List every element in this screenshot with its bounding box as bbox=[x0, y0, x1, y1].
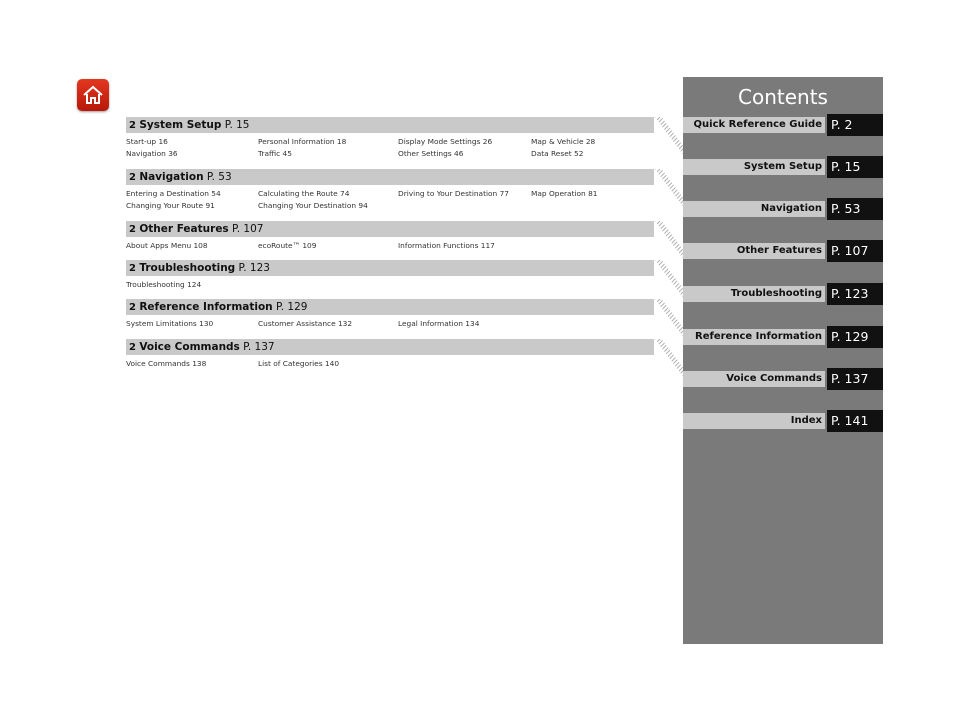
section-page: P. 15 bbox=[224, 119, 250, 131]
toc-link[interactable]: Traffic 45 bbox=[258, 149, 292, 158]
toc-link[interactable]: Voice Commands 138 bbox=[126, 359, 207, 368]
toc-link[interactable]: Navigation 36 bbox=[126, 149, 178, 158]
arrow-icon: 2 bbox=[129, 342, 136, 353]
section-title: Navigation bbox=[139, 171, 204, 183]
tab-page: P. 107 bbox=[827, 240, 883, 262]
section-reference-information bbox=[126, 299, 686, 330]
toc-link bbox=[531, 240, 631, 252]
arrow-icon: 2 bbox=[129, 263, 136, 274]
tab-other-features[interactable] bbox=[683, 240, 883, 262]
toc-link[interactable]: Personal Information 18 bbox=[258, 137, 347, 146]
toc-link bbox=[531, 279, 631, 291]
section-system-setup bbox=[126, 117, 686, 160]
link-row bbox=[126, 200, 686, 212]
section-page: P. 107 bbox=[232, 223, 264, 235]
toc-link[interactable]: Changing Your Destination 94 bbox=[258, 201, 368, 210]
section-links bbox=[126, 358, 686, 370]
toc-link[interactable]: Start-up 16 bbox=[126, 137, 168, 146]
tab-label: Troubleshooting bbox=[683, 286, 825, 302]
contents-panel bbox=[683, 77, 883, 644]
arrow-icon: 2 bbox=[129, 224, 136, 235]
toc-link[interactable]: Legal Information 134 bbox=[398, 319, 480, 328]
section-links bbox=[126, 318, 686, 330]
tab-page: P. 129 bbox=[827, 326, 883, 348]
tab-page: P. 137 bbox=[827, 368, 883, 390]
section-links bbox=[126, 136, 686, 160]
toc-link[interactable]: Troubleshooting 124 bbox=[126, 280, 202, 289]
tab-reference-information[interactable] bbox=[683, 326, 883, 348]
link-row bbox=[126, 279, 686, 291]
toc-link[interactable]: Other Settings 46 bbox=[398, 149, 464, 158]
section-links bbox=[126, 188, 686, 212]
toc-link bbox=[398, 279, 531, 291]
link-row bbox=[126, 318, 686, 330]
section-page: P. 123 bbox=[238, 262, 270, 274]
tab-page: P. 53 bbox=[827, 198, 883, 220]
toc-link[interactable]: Driving to Your Destination 77 bbox=[398, 189, 509, 198]
toc-link[interactable]: Customer Assistance 132 bbox=[258, 319, 353, 328]
toc-link[interactable]: Map Operation 81 bbox=[531, 189, 598, 198]
home-button[interactable] bbox=[77, 79, 109, 111]
tab-page: P. 2 bbox=[827, 114, 883, 136]
arrow-icon: 2 bbox=[129, 302, 136, 313]
section-page: P. 53 bbox=[206, 171, 232, 183]
section-title: Reference Information bbox=[139, 301, 273, 313]
section-navigation bbox=[126, 169, 686, 212]
panel-title: Contents bbox=[738, 85, 828, 109]
tab-voice-commands[interactable] bbox=[683, 368, 883, 390]
tab-label: Reference Information bbox=[683, 329, 825, 345]
section-links bbox=[126, 240, 686, 252]
link-row bbox=[126, 148, 686, 160]
arrow-icon: 2 bbox=[129, 120, 136, 131]
toc-link[interactable]: Entering a Destination 54 bbox=[126, 189, 221, 198]
section-header[interactable] bbox=[126, 339, 654, 355]
toc-link bbox=[531, 200, 631, 212]
toc-link[interactable]: System Limitations 130 bbox=[126, 319, 214, 328]
tab-quick-reference-guide[interactable] bbox=[683, 114, 883, 136]
tab-system-setup[interactable] bbox=[683, 156, 883, 178]
section-other-features bbox=[126, 221, 686, 252]
link-row bbox=[126, 240, 686, 252]
toc-link bbox=[258, 279, 398, 291]
section-voice-commands bbox=[126, 339, 686, 370]
link-row bbox=[126, 188, 686, 200]
link-row bbox=[126, 358, 686, 370]
toc-link bbox=[398, 358, 531, 370]
toc-link[interactable]: Data Reset 52 bbox=[531, 149, 584, 158]
toc-link bbox=[531, 358, 631, 370]
home-icon bbox=[81, 83, 105, 107]
tab-page: P. 15 bbox=[827, 156, 883, 178]
tab-label: Navigation bbox=[683, 201, 825, 217]
toc-link bbox=[531, 318, 631, 330]
toc-link[interactable]: List of Categories 140 bbox=[258, 359, 340, 368]
toc-link bbox=[398, 200, 531, 212]
link-row bbox=[126, 136, 686, 148]
section-troubleshooting bbox=[126, 260, 686, 291]
tab-page: P. 141 bbox=[827, 410, 883, 432]
toc-link[interactable]: Map & Vehicle 28 bbox=[531, 137, 596, 146]
toc-link[interactable]: Changing Your Route 91 bbox=[126, 201, 215, 210]
section-title: Troubleshooting bbox=[139, 262, 236, 274]
tab-label: Voice Commands bbox=[683, 371, 825, 387]
section-header[interactable] bbox=[126, 260, 654, 276]
section-page: P. 129 bbox=[276, 301, 308, 313]
tab-troubleshooting[interactable] bbox=[683, 283, 883, 305]
arrow-icon: 2 bbox=[129, 172, 136, 183]
tab-page: P. 123 bbox=[827, 283, 883, 305]
section-links bbox=[126, 279, 686, 291]
section-header[interactable] bbox=[126, 299, 654, 315]
tab-index[interactable] bbox=[683, 410, 883, 432]
section-page: P. 137 bbox=[243, 341, 275, 353]
section-header[interactable] bbox=[126, 117, 654, 133]
tab-navigation[interactable] bbox=[683, 198, 883, 220]
toc-link[interactable]: ecoRoute™ 109 bbox=[258, 241, 317, 250]
tab-label: Other Features bbox=[683, 243, 825, 259]
toc-link[interactable]: About Apps Menu 108 bbox=[126, 241, 208, 250]
section-header[interactable] bbox=[126, 221, 654, 237]
tab-label: Quick Reference Guide bbox=[683, 117, 825, 133]
toc-link[interactable]: Calculating the Route 74 bbox=[258, 189, 350, 198]
section-header[interactable] bbox=[126, 169, 654, 185]
tab-label: System Setup bbox=[683, 159, 825, 175]
section-title: Voice Commands bbox=[139, 341, 240, 353]
toc-link[interactable]: Display Mode Settings 26 bbox=[398, 137, 493, 146]
toc-link[interactable]: Information Functions 117 bbox=[398, 241, 495, 250]
section-title: System Setup bbox=[139, 119, 222, 131]
tab-label: Index bbox=[683, 413, 825, 429]
section-title: Other Features bbox=[139, 223, 229, 235]
